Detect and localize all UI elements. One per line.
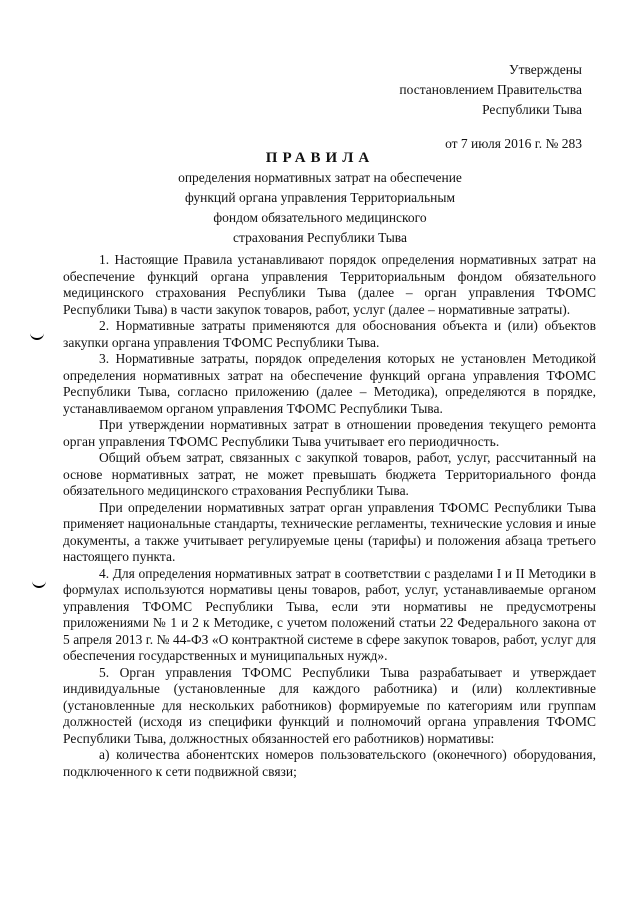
approval-line: Республики Тыва [482, 102, 582, 117]
paragraph: 3. Нормативные затраты, порядок определения которых не установлен Методикой определения нормативных затрат на обеспечение функций органа управления ТФОМС Республики Тыва, согласно приложению (далее – Методика), определяются в порядке, устанавливаемом органом управления ТФОМС Республики Тыва. [63, 351, 596, 416]
subtitle-line: страхования Республики Тыва [233, 230, 407, 245]
document-body [63, 252, 596, 780]
paragraph: При определении нормативных затрат орган управления ТФОМС Республики Тыва применяет национальные стандарты, технические регламенты, технические условия и иные документы, а также учитывает регулируемые цены (тарифы) и положения абзаца третьего настоящего пункта. [63, 499, 596, 564]
paragraph: а) количества абонентских номеров пользовательского (оконечного) оборудования, подключенного к сети подвижной связи; [63, 747, 596, 779]
subtitle-line: фондом обязательного медицинского [213, 210, 427, 225]
approval-block [342, 60, 582, 154]
paragraph: 1. Настоящие Правила устанавливают порядок определения нормативных затрат на обеспечение функций органа управления Территориальным фондом обязательного медицинского страхования Республики Тыва (далее – орган управления ТФОМС Республики Тыва) в части закупок товаров, работ, услуг (далее – нормативные затраты). [63, 252, 596, 317]
paragraph: 5. Орган управления ТФОМС Республики Тыва разрабатывает и утверждает индивидуальные (установленные для каждого работника) и (или) коллективные (установленные для нескольких работников) формируемые по категориям или группам должностей (исходя из специфики функций и полномочий органа управления ТФОМС Республики Тыва, должностных обязанностей его работников) нормативы: [63, 664, 596, 746]
subtitle-line: функций органа управления Территориальным [184, 190, 456, 205]
document-title: ПРАВИЛА [265, 150, 375, 166]
paragraph: Общий объем затрат, связанных с закупкой товаров, работ, услуг, рассчитанный на основе нормативных затрат, не может превышать бюджета Территориального фонда обязательного медицинского страхования Республики Тыва. [63, 450, 596, 498]
subtitle-line: определения нормативных затрат на обеспечение [178, 170, 462, 185]
document-subtitle [0, 168, 640, 248]
paragraph: 2. Нормативные затраты применяются для обоснования объекта и (или) объектов закупки органа управления ТФОМС Республики Тыва. [63, 318, 596, 350]
margin-mark-icon [32, 578, 46, 588]
approval-line: постановлением Правительства [399, 82, 582, 97]
approval-date: от 7 июля 2016 г. № 283 [445, 136, 582, 151]
margin-mark-icon [30, 330, 44, 340]
approval-line: Утверждены [509, 62, 582, 77]
paragraph: При утверждении нормативных затрат в отношении проведения текущего ремонта орган управления ТФОМС Республики Тыва учитывает его периодичность. [63, 417, 596, 449]
paragraph: 4. Для определения нормативных затрат в соответствии с разделами I и II Методики в формулах используются нормативы цены товаров, работ, услуг, устанавливаемые органом управления ТФОМС Республики Тыва, если эти нормативы не предусмотрены приложениями № 1 и 2 к Методике, с учетом положений статьи 22 Федерального закона от 5 апреля 2013 г. № 44-ФЗ «О контрактной системе в сфере закупок товаров, работ, услуг для обеспечения государственных и муниципальных нужд». [63, 565, 596, 663]
